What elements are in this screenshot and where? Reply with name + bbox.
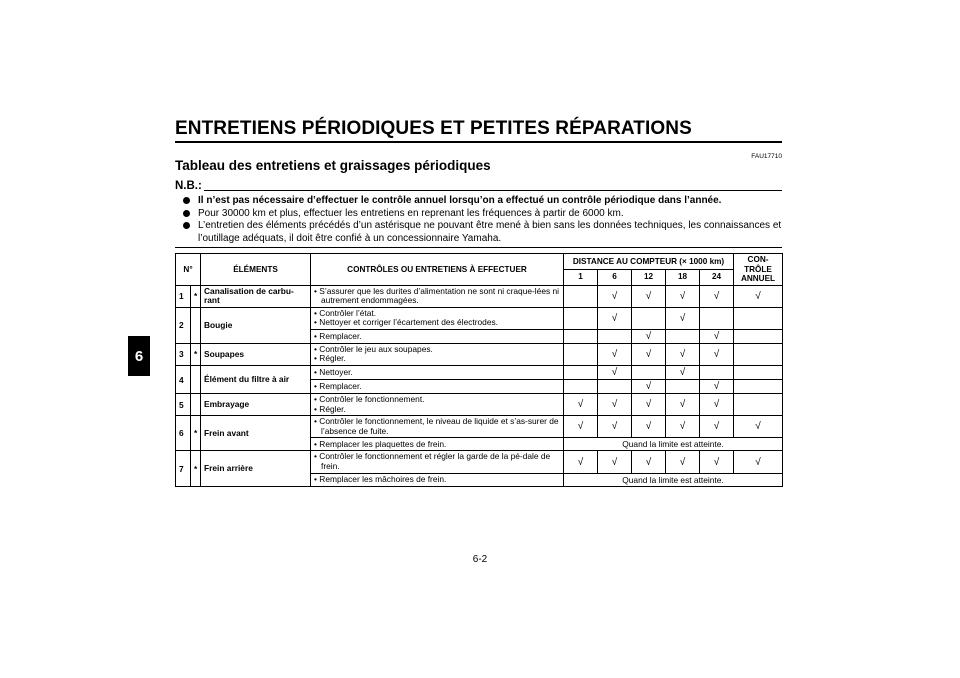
bullet-icon: • bbox=[314, 394, 320, 405]
check-mark bbox=[734, 307, 783, 329]
dealer-asterisk: * bbox=[191, 343, 201, 365]
check-mark: √ bbox=[632, 451, 666, 473]
bullet-icon: • bbox=[314, 473, 320, 484]
dealer-asterisk: * bbox=[191, 451, 201, 486]
bullet-icon: • bbox=[314, 343, 320, 354]
action-text: • S’assurer que les durites d’alimentation ne sont ni craque-lées ni autrement endommagées. bbox=[314, 285, 560, 306]
action-text: • Remplacer les plaquettes de frein. bbox=[314, 438, 447, 449]
notes-list bbox=[182, 195, 782, 245]
check-mark: √ bbox=[666, 416, 700, 438]
header-distance: DISTANCE AU COMPTEUR (× 1000 km) bbox=[564, 254, 734, 270]
check-mark bbox=[734, 394, 783, 416]
bullet-icon: • bbox=[314, 317, 320, 328]
check-mark: √ bbox=[700, 285, 734, 307]
check-mark: √ bbox=[564, 451, 598, 473]
check-mark bbox=[734, 343, 783, 365]
check-mark: √ bbox=[598, 343, 632, 365]
check-mark bbox=[666, 329, 700, 343]
dealer-asterisk bbox=[191, 366, 201, 394]
bullet-icon: • bbox=[314, 366, 320, 377]
bullet-icon bbox=[183, 210, 190, 217]
row-number: 5 bbox=[176, 394, 191, 416]
header-items: ÉLÉMENTS bbox=[201, 254, 311, 286]
check-mark: √ bbox=[564, 394, 598, 416]
row-number: 3 bbox=[176, 343, 191, 365]
row-number: 4 bbox=[176, 366, 191, 394]
dealer-asterisk bbox=[191, 394, 201, 416]
check-mark: √ bbox=[700, 394, 734, 416]
action-text: • Remplacer. bbox=[314, 330, 362, 341]
check-mark: √ bbox=[598, 366, 632, 380]
bullet-icon: • bbox=[314, 330, 320, 341]
action-text: • Remplacer les mâchoires de frein. bbox=[314, 473, 447, 484]
action-cell bbox=[311, 329, 564, 343]
dealer-asterisk bbox=[191, 307, 201, 343]
reference-code: FAU17710 bbox=[751, 153, 782, 160]
check-mark: √ bbox=[734, 416, 783, 438]
action-cell bbox=[311, 307, 564, 329]
check-mark: √ bbox=[734, 285, 783, 307]
check-mark bbox=[564, 366, 598, 380]
check-mark: √ bbox=[598, 416, 632, 438]
nb-label: N.B.: bbox=[175, 180, 202, 192]
action-cell bbox=[311, 451, 564, 473]
check-mark bbox=[734, 380, 783, 394]
dealer-asterisk: * bbox=[191, 416, 201, 451]
check-mark bbox=[734, 329, 783, 343]
check-mark: √ bbox=[632, 285, 666, 307]
check-mark bbox=[700, 307, 734, 329]
table-row bbox=[176, 285, 783, 307]
check-mark: √ bbox=[700, 416, 734, 438]
action-cell bbox=[311, 380, 564, 394]
action-text: • Nettoyer et corriger l’écartement des électrodes. bbox=[314, 317, 499, 328]
check-mark bbox=[700, 366, 734, 380]
check-mark: √ bbox=[598, 394, 632, 416]
check-mark: √ bbox=[700, 329, 734, 343]
bullet-icon: • bbox=[314, 307, 320, 318]
action-text: • Contrôler le jeu aux soupapes. bbox=[314, 343, 433, 354]
limit-note: Quand la limite est atteinte. bbox=[564, 473, 783, 486]
chapter-tab: 6 bbox=[128, 336, 150, 376]
check-mark: √ bbox=[598, 285, 632, 307]
table-row bbox=[176, 451, 783, 473]
check-mark: √ bbox=[700, 343, 734, 365]
check-mark bbox=[564, 380, 598, 394]
bullet-icon bbox=[183, 222, 190, 229]
action-text: • Remplacer. bbox=[314, 380, 362, 391]
row-number: 7 bbox=[176, 451, 191, 486]
bullet-icon: • bbox=[314, 438, 320, 449]
bullet-icon: • bbox=[314, 285, 320, 296]
check-mark: √ bbox=[734, 451, 783, 473]
check-mark: √ bbox=[598, 451, 632, 473]
notes-rule bbox=[175, 247, 782, 248]
item-name: Bougie bbox=[201, 307, 311, 343]
section-title: Tableau des entretiens et graissages périodiques bbox=[175, 158, 491, 173]
header-km: 24 bbox=[700, 269, 734, 285]
action-text: • Contrôler le fonctionnement et régler la garde de la pé-dale de frein. bbox=[314, 451, 551, 472]
note-item: Il n’est pas nécessaire d’effectuer le contrôle annuel lorsqu’on a effectué un contrôle périodique dans l’année. bbox=[182, 195, 782, 208]
limit-note: Quand la limite est atteinte. bbox=[564, 438, 783, 451]
page-number: 6-2 bbox=[472, 554, 488, 565]
check-mark: √ bbox=[666, 451, 700, 473]
action-cell bbox=[311, 394, 564, 416]
check-mark bbox=[598, 380, 632, 394]
header-km: 12 bbox=[632, 269, 666, 285]
item-name: Frein arrière bbox=[201, 451, 311, 486]
table-row bbox=[176, 416, 783, 438]
check-mark: √ bbox=[632, 394, 666, 416]
check-mark: √ bbox=[700, 380, 734, 394]
action-cell bbox=[311, 438, 564, 451]
bullet-icon: • bbox=[314, 353, 320, 364]
item-name: Embrayage bbox=[201, 394, 311, 416]
check-mark bbox=[598, 329, 632, 343]
check-mark bbox=[632, 307, 666, 329]
table-row bbox=[176, 366, 783, 380]
check-mark: √ bbox=[632, 329, 666, 343]
table-body bbox=[176, 285, 783, 486]
check-mark: √ bbox=[666, 307, 700, 329]
action-cell bbox=[311, 416, 564, 438]
item-name: Soupapes bbox=[201, 343, 311, 365]
check-mark: √ bbox=[632, 416, 666, 438]
action-cell bbox=[311, 473, 564, 486]
action-cell bbox=[311, 285, 564, 307]
check-mark: √ bbox=[666, 285, 700, 307]
action-text: • Nettoyer. bbox=[314, 366, 353, 377]
row-number: 6 bbox=[176, 416, 191, 451]
table-row bbox=[176, 394, 783, 416]
maintenance-table bbox=[175, 253, 783, 487]
check-mark: √ bbox=[666, 394, 700, 416]
check-mark bbox=[734, 366, 783, 380]
action-text: • Contrôler le fonctionnement, le niveau de liquide et s’as-surer de l’absence de fuite. bbox=[314, 416, 559, 436]
action-cell bbox=[311, 366, 564, 380]
check-mark bbox=[564, 343, 598, 365]
check-mark bbox=[564, 329, 598, 343]
table-row bbox=[176, 307, 783, 329]
header-km: 1 bbox=[564, 269, 598, 285]
bullet-icon: • bbox=[314, 380, 320, 391]
page-title: ENTRETIENS PÉRIODIQUES ET PETITES RÉPARATIONS bbox=[175, 118, 692, 139]
action-cell bbox=[311, 343, 564, 365]
header-actions: CONTRÔLES OU ENTRETIENS À EFFECTUER bbox=[311, 254, 564, 286]
check-mark: √ bbox=[666, 366, 700, 380]
bullet-icon: • bbox=[314, 451, 320, 462]
check-mark bbox=[666, 380, 700, 394]
bullet-icon: • bbox=[314, 416, 320, 427]
action-text: • Régler. bbox=[314, 403, 346, 414]
table-row bbox=[176, 343, 783, 365]
note-item: L’entretien des éléments précédés d’un astérisque ne pouvant être mené à bien sans les données techniques, les connaissances et l’outillage adéquats, il doit être confié à un concessionnaire Yamaha. bbox=[182, 220, 782, 245]
action-text: • Contrôler le fonctionnement. bbox=[314, 394, 425, 405]
action-text: • Contrôler l’état. bbox=[314, 307, 377, 318]
row-number: 2 bbox=[176, 307, 191, 343]
check-mark: √ bbox=[666, 343, 700, 365]
header-no: N° bbox=[176, 254, 201, 286]
check-mark bbox=[564, 307, 598, 329]
check-mark: √ bbox=[700, 451, 734, 473]
header-km: 18 bbox=[666, 269, 700, 285]
row-number: 1 bbox=[176, 285, 191, 307]
header-annual: CON-TRÔLE ANNUEL bbox=[734, 254, 783, 286]
table-header bbox=[176, 254, 783, 286]
check-mark: √ bbox=[632, 343, 666, 365]
check-mark bbox=[564, 285, 598, 307]
check-mark: √ bbox=[564, 416, 598, 438]
dealer-asterisk: * bbox=[191, 285, 201, 307]
check-mark: √ bbox=[598, 307, 632, 329]
item-name: Frein avant bbox=[201, 416, 311, 451]
note-item: Pour 30000 km et plus, effectuer les entretiens en reprenant les fréquences à partir de 6000 km. bbox=[182, 208, 782, 221]
nb-rule bbox=[204, 190, 782, 191]
header-km: 6 bbox=[598, 269, 632, 285]
bullet-icon: • bbox=[314, 403, 320, 414]
title-rule bbox=[175, 141, 782, 143]
item-name: Élément du filtre à air bbox=[201, 366, 311, 394]
item-name: Canalisation de carbu-rant bbox=[201, 285, 311, 307]
check-mark bbox=[632, 366, 666, 380]
check-mark: √ bbox=[632, 380, 666, 394]
bullet-icon bbox=[183, 197, 190, 204]
action-text: • Régler. bbox=[314, 353, 346, 364]
